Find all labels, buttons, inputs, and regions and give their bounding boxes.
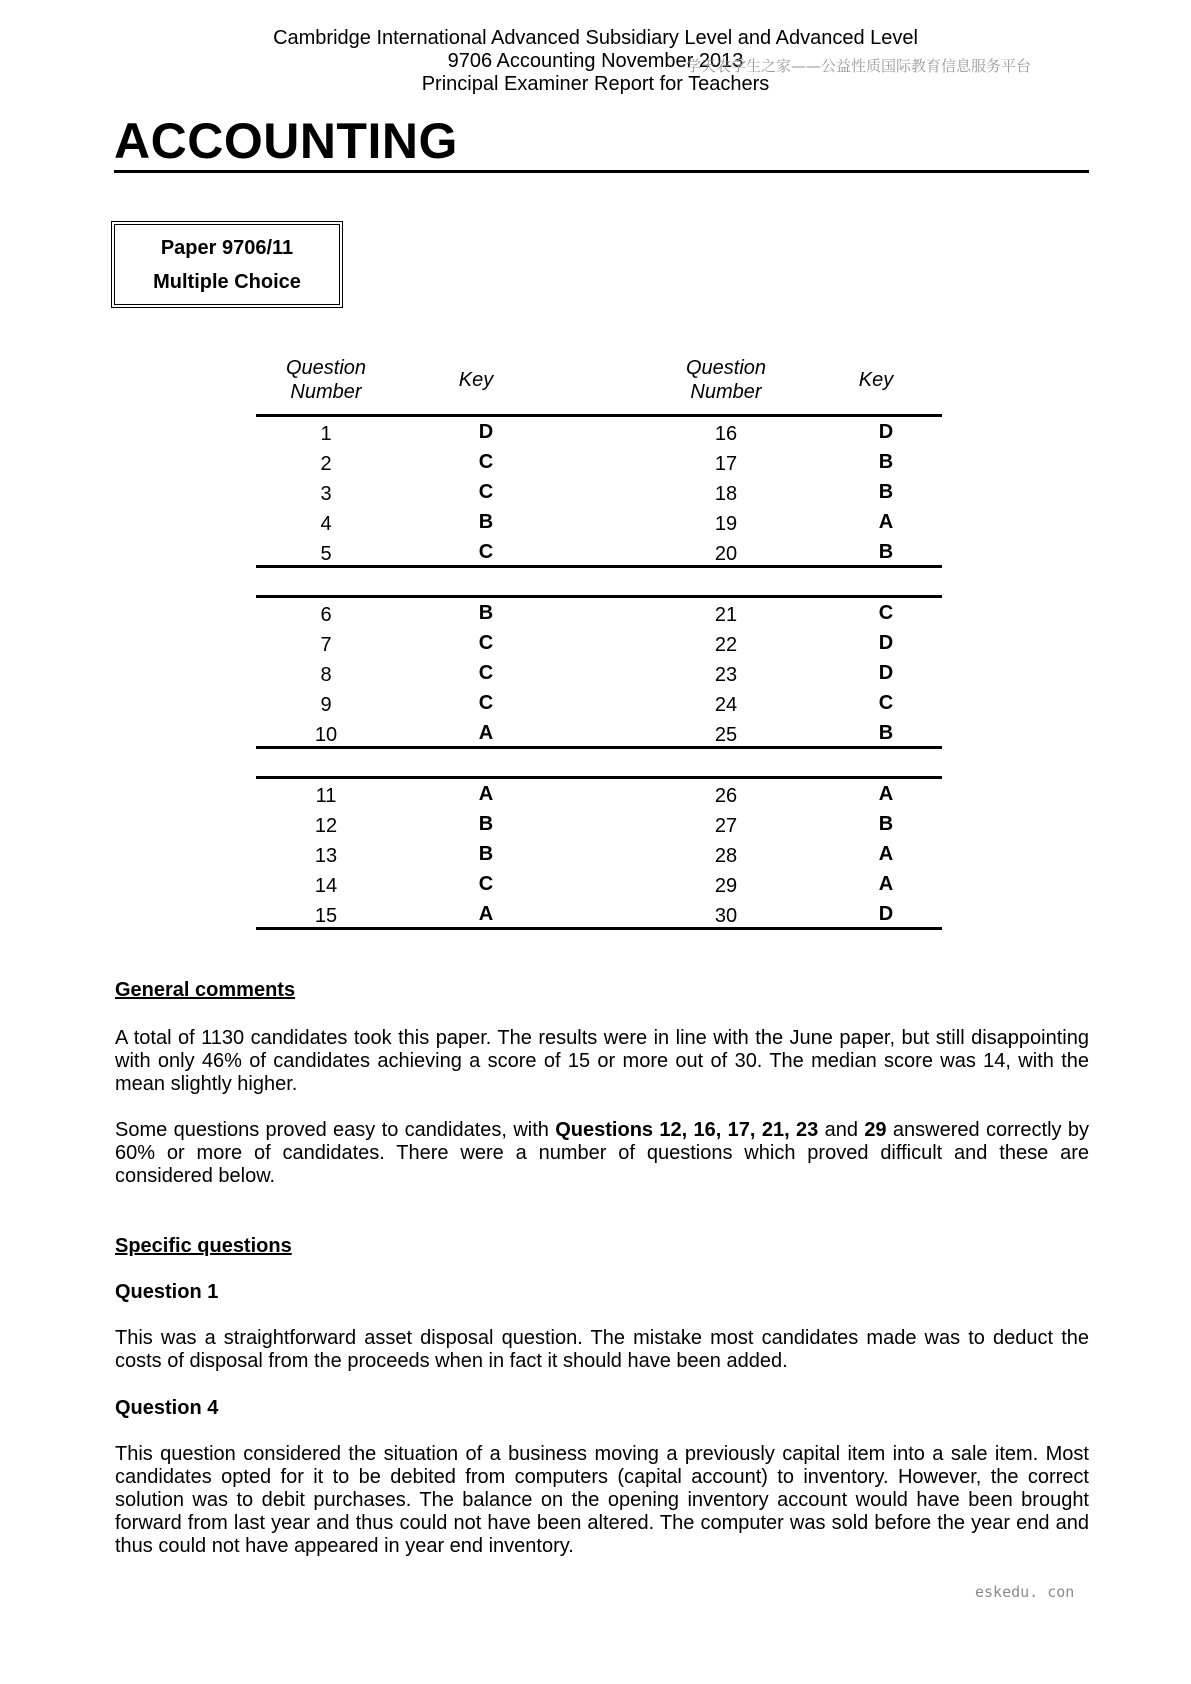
header-question-number-left: Question Number bbox=[285, 357, 367, 403]
answer-key-cell: C bbox=[478, 481, 494, 503]
question-number-cell: 11 bbox=[315, 785, 337, 807]
specific-questions-heading: Specific questions bbox=[115, 1235, 292, 1257]
footer-watermark: eskedu. con bbox=[975, 1583, 1075, 1601]
answer-key-cell: B bbox=[878, 813, 894, 835]
question-number-cell: 20 bbox=[714, 543, 738, 565]
header-watermark: 学天农学生之家——公益性质国际教育信息服务平台 bbox=[686, 57, 1032, 75]
question-number-cell: 5 bbox=[320, 543, 332, 565]
question-number-cell: 1 bbox=[320, 423, 332, 445]
answer-key-cell: B bbox=[878, 481, 894, 503]
question-number-cell: 3 bbox=[320, 483, 332, 505]
question-4-heading: Question 4 bbox=[115, 1397, 219, 1419]
answer-key-cell: B bbox=[478, 813, 494, 835]
question-number-cell: 24 bbox=[714, 694, 738, 716]
question-number-cell: 29 bbox=[714, 875, 738, 897]
question-number-cell: 8 bbox=[320, 664, 332, 686]
answer-key-cell: D bbox=[878, 903, 894, 925]
paper-info-box bbox=[111, 221, 343, 308]
answer-key-cell: C bbox=[878, 692, 894, 714]
answer-key-cell: B bbox=[878, 722, 894, 744]
header-key-left: Key bbox=[458, 369, 494, 391]
header-key-right: Key bbox=[858, 369, 894, 391]
answer-key-cell: A bbox=[878, 873, 894, 895]
general-comments-paragraph-2: Some questions proved easy to candidates, with Questions 12, 16, 17, 21, 23 and 29 answered correctly by 60% or more of candidates. There were a number of questions which proved difficult and these are considered below. bbox=[115, 1119, 1090, 1187]
general-comments-paragraph-1: A total of 1130 candidates took this paper. The results were in line with the June paper, but still disappointing with only 46% of candidates achieving a score of 15 or more out of 30. The median score was 14, with the mean slightly higher. bbox=[115, 1027, 1089, 1095]
question-number-cell: 16 bbox=[714, 423, 738, 445]
question-number-cell: 28 bbox=[714, 845, 738, 867]
table-rule bbox=[256, 595, 942, 598]
answer-key-cell: A bbox=[878, 511, 894, 533]
answer-key-cell: D bbox=[878, 421, 894, 443]
answer-key-cell: C bbox=[478, 662, 494, 684]
question-number-cell: 23 bbox=[714, 664, 738, 686]
answer-key-cell: A bbox=[478, 903, 494, 925]
question-number-cell: 12 bbox=[314, 815, 338, 837]
answer-key-cell: D bbox=[878, 632, 894, 654]
question-number-cell: 26 bbox=[714, 785, 738, 807]
question-number-cell: 2 bbox=[320, 453, 332, 475]
answer-key-cell: B bbox=[478, 843, 494, 865]
question-number-cell: 14 bbox=[314, 875, 338, 897]
answer-key-cell: D bbox=[478, 421, 494, 443]
answer-key-cell: C bbox=[478, 632, 494, 654]
general-comments-heading: General comments bbox=[115, 979, 296, 1001]
table-rule bbox=[256, 414, 942, 417]
answer-key-cell: C bbox=[478, 541, 494, 563]
question-number-cell: 18 bbox=[714, 483, 738, 505]
question-number-cell: 30 bbox=[714, 905, 738, 927]
answer-key-cell: C bbox=[478, 692, 494, 714]
question-1-text: This was a straightforward asset disposal question. The mistake most candidates made was to deduct the costs of disposal from the proceeds when in fact it should have been added. bbox=[115, 1327, 1089, 1372]
question-number-cell: 19 bbox=[714, 513, 738, 535]
title-divider bbox=[114, 170, 1089, 173]
question-number-cell: 9 bbox=[320, 694, 332, 716]
answer-key-cell: A bbox=[478, 783, 494, 805]
answer-key-cell: A bbox=[878, 783, 894, 805]
answer-key-cell: A bbox=[878, 843, 894, 865]
question-number-cell: 27 bbox=[714, 815, 738, 837]
paper-name: Multiple Choice bbox=[153, 271, 301, 293]
answer-key-cell: C bbox=[478, 873, 494, 895]
answer-key-cell: B bbox=[878, 451, 894, 473]
answer-key-cell: C bbox=[878, 602, 894, 624]
question-4-text: This question considered the situation of a business moving a previously capital item into a sale item. Most candidates opted for it to be debited from computers (capital account) to inventory. However, the correct solution was to debit purchases. The balance on the opening inventory account would have been brought forward from last year and thus could not have been altered. The computer was sold before the year end and thus could not have appeared in year end inventory. bbox=[115, 1443, 1089, 1557]
answer-key-cell: B bbox=[478, 602, 494, 624]
answer-key-cell: A bbox=[478, 722, 494, 744]
paper-code: Paper 9706/11 bbox=[160, 237, 294, 259]
question-number-cell: 10 bbox=[314, 724, 338, 746]
question-number-cell: 17 bbox=[714, 453, 738, 475]
question-number-cell: 25 bbox=[714, 724, 738, 746]
header-question-number-right: Question Number bbox=[685, 357, 767, 403]
answer-key-cell: C bbox=[478, 451, 494, 473]
question-number-cell: 7 bbox=[320, 634, 332, 656]
answer-key-cell: B bbox=[878, 541, 894, 563]
question-number-cell: 15 bbox=[314, 905, 338, 927]
question-number-cell: 13 bbox=[314, 845, 338, 867]
table-rule bbox=[256, 776, 942, 779]
question-number-cell: 21 bbox=[714, 604, 738, 626]
question-number-cell: 4 bbox=[320, 513, 332, 535]
answer-key-cell: B bbox=[478, 511, 494, 533]
question-1-heading: Question 1 bbox=[115, 1281, 219, 1303]
header-line-3: Principal Examiner Report for Teachers bbox=[421, 73, 770, 95]
header-line-2: 9706 Accounting November 2013 bbox=[447, 50, 744, 72]
question-number-cell: 22 bbox=[714, 634, 738, 656]
page-title: ACCOUNTING bbox=[114, 113, 458, 169]
answer-key-cell: D bbox=[878, 662, 894, 684]
question-number-cell: 6 bbox=[320, 604, 332, 626]
header-line-1: Cambridge International Advanced Subsidiary Level and Advanced Level bbox=[273, 27, 918, 49]
